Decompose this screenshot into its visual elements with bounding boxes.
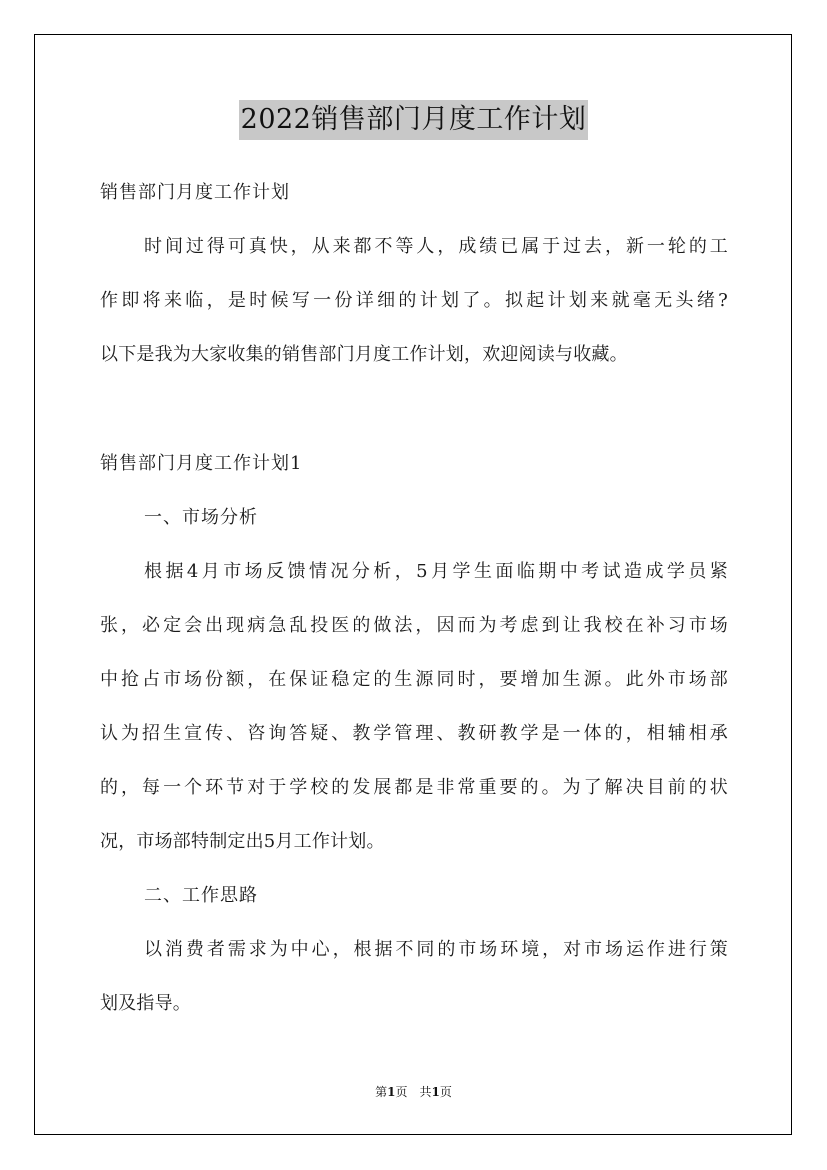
heading-work-approach: 二、工作思路 — [144, 885, 258, 906]
paragraph-line: 以消费者需求为中心，根据不同的市场环境，对市场运作进行策 — [144, 939, 728, 960]
title-container — [0, 100, 827, 140]
paragraph-line: 划及指导。 — [100, 993, 191, 1014]
footer-mid: 页 共 — [395, 1085, 432, 1099]
document-title: 2022销售部门月度工作计划 — [239, 100, 589, 140]
section-title: 销售部门月度工作计划1 — [100, 453, 303, 474]
paragraph-line: 以下是我为大家收集的销售部门月度工作计划，欢迎阅读与收藏。 — [100, 344, 628, 365]
document-subtitle: 销售部门月度工作计划 — [100, 182, 290, 203]
paragraph-line: 作即将来临，是时候写一份详细的计划了。拟起计划来就毫无头绪? — [100, 290, 728, 311]
approach-paragraph — [100, 923, 728, 1031]
paragraph-line: 时间过得可真快，从来都不等人，成绩已属于过去，新一轮的工 — [144, 236, 728, 257]
analysis-paragraph — [100, 545, 728, 869]
paragraph-line: 的，每一个环节对于学校的发展都是非常重要的。为了解决目前的状 — [100, 777, 728, 798]
footer-page-current: 1 — [387, 1085, 396, 1099]
paragraph-line: 根据4月市场反馈情况分析，5月学生面临期中考试造成学员紧 — [144, 561, 728, 582]
footer-page-total: 1 — [431, 1085, 440, 1099]
paragraph-line: 况，市场部特制定出5月工作计划。 — [100, 831, 385, 852]
footer-prefix: 第 — [375, 1085, 388, 1099]
heading-market-analysis: 一、市场分析 — [144, 507, 258, 528]
page-footer — [0, 1083, 827, 1101]
paragraph-line: 中抢占市场份额，在保证稳定的生源同时，要增加生源。此外市场部 — [100, 669, 728, 690]
paragraph-line: 张，必定会出现病急乱投医的做法，因而为考虑到让我校在补习市场 — [100, 615, 728, 636]
intro-paragraph — [100, 220, 728, 382]
paragraph-line: 认为招生宣传、咨询答疑、教学管理、教研教学是一体的，相辅相承 — [100, 723, 728, 744]
footer-suffix: 页 — [439, 1085, 452, 1099]
